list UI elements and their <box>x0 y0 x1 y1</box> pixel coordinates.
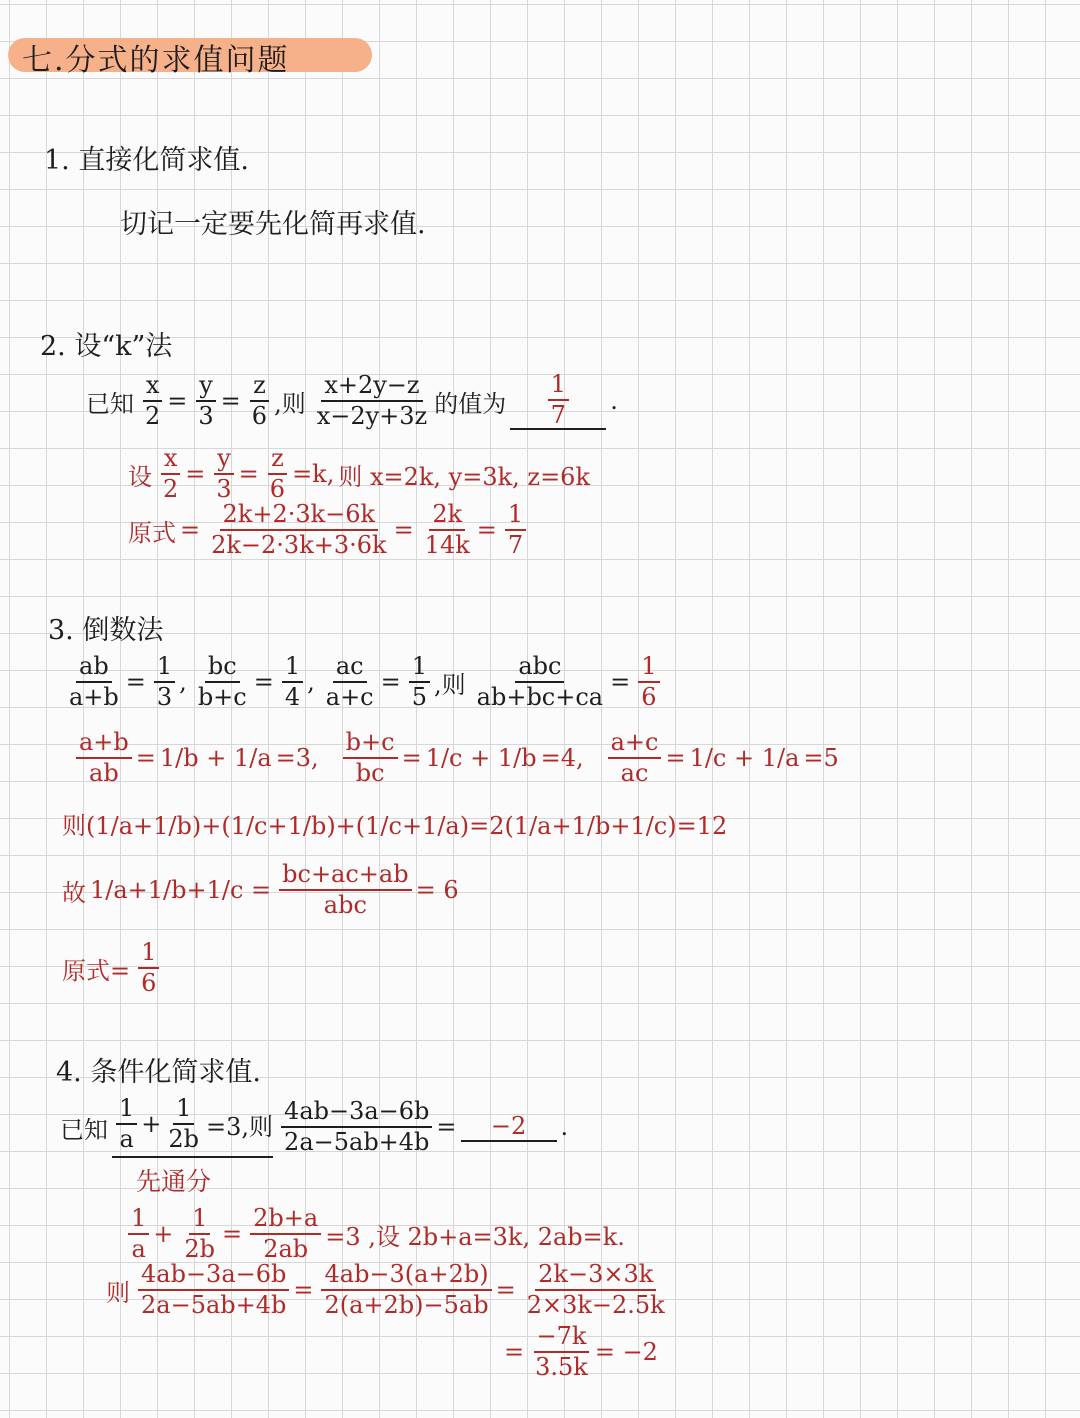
frac-z-6: $\frac{z}{6}$ <box>251 371 268 431</box>
s4-substitute: 则 $\frac{4ab-3a-6b}{2a-5ab+4b}$ = $\frac{4ab-3(a+2b)}{2(a+2b)-5ab}$ = $\frac{2k-3\times 3k}{2\times 3k-2.5k}$ <box>106 1260 665 1320</box>
s3-problem: $\frac{ab}{a+b}$ = $\frac{1}{3}$ , $\frac{bc}{b+c}$ = $\frac{1}{4}$ , $\frac{ac}{a+c}$ = $\frac{1}{5}$ ,则 $\frac{\text{abc}}{ab+bc+ca}$ = $\frac{1}{6}$ <box>62 654 664 710</box>
s4-common-denominator: $\frac{1}{a}$ + $\frac{1}{2b}$ = $\frac{2b+a}{2ab}$ =3 ,设 2b+a=3k, 2ab=k. <box>124 1206 629 1262</box>
s4-problem: 已知 $\frac{1}{a}$ + $\frac{1}{2b}$ =3,则 $\frac{4ab-3a-6b}{2a-5ab+4b}$ = −2 . <box>60 1096 572 1158</box>
s2-step-set-k: 设 $\frac{x}{2}$ = $\frac{y}{3}$ = $\frac{z}{6}$ =k, 则 x=2k, y=3k, z=6k <box>128 444 590 504</box>
s3-sum-line: 则(1/a+1/b)+(1/c+1/b)+(1/c+1/a)=2(1/a+1/b+1/c)=12 <box>62 812 728 840</box>
s2-problem: 已知 $\frac{x}{2}$ = $\frac{y}{3}$ = $\frac{z}{6}$ ,则 $\frac{x+2y-z}{x-2y+3z}$ 的值为 $\frac{1}{7}$ . <box>86 370 618 431</box>
answer-blank: $\frac{1}{7}$ <box>510 372 606 430</box>
frac-x-2: $\frac{x}{2}$ <box>142 373 163 429</box>
section-1-heading: 1. 直接化简求值. <box>44 145 249 176</box>
frac-y-3: $\frac{y}{3}$ <box>195 373 216 429</box>
s3-reciprocals: $\frac{a+b}{ab}$ = 1/b + 1/a =3, $\frac{b+c}{bc}$ = 1/c + 1/b =4, $\frac{a+c}{ac}$ = 1/c + 1/a =5 <box>72 730 843 786</box>
section-4-heading: 4. 条件化简求值. <box>56 1057 261 1088</box>
known-label: 已知 <box>86 389 134 418</box>
value-of-label: 的值为 <box>434 389 507 418</box>
s3-result: 原式= $\frac{1}{6}$ <box>62 940 163 996</box>
s3-therefore: 故 1/a+1/b+1/c = $\frac{bc+ac+ab}{\text{abc}}$ = 6 <box>62 860 459 920</box>
page-title: 七.分式的求值问题 <box>22 43 290 78</box>
section-1-note: 切记一定要先化简再求值. <box>120 209 426 240</box>
section-2-heading: 2. 设“k”法 <box>40 331 173 362</box>
s4-answer-blank: −2 <box>461 1112 557 1142</box>
section-3-heading: 3. 倒数法 <box>48 615 164 646</box>
s4-note: 先通分 <box>136 1167 212 1196</box>
s2-step-substitute: 原式 = $\frac{2k+2\cdot 3k-6k}{2k-2\cdot 3k+3\cdot 6k}$ = $\frac{2k}{14k}$ = $\frac{1}{7}$ <box>128 502 530 558</box>
frac-expression: $\frac{x+2y-z}{x-2y+3z}$ <box>316 371 428 431</box>
s4-result: = $\frac{-7k}{3.5k}$ = −2 <box>504 1322 658 1382</box>
